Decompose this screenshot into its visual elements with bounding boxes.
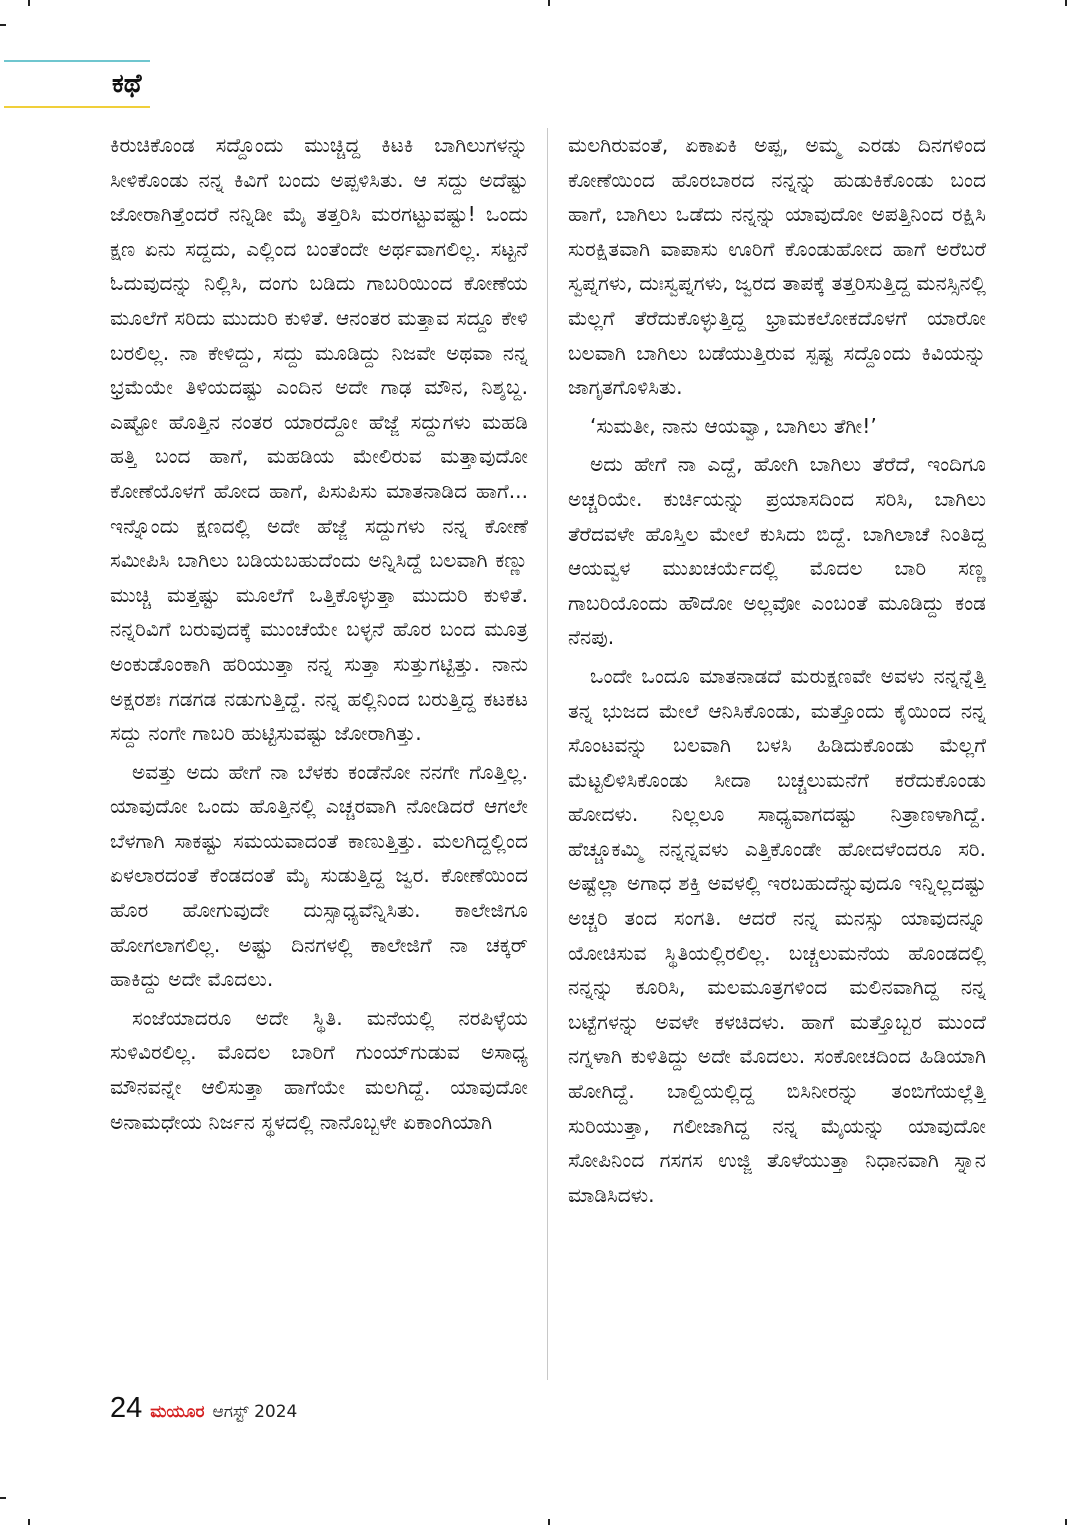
dialogue-line: ‘ಸುಮತೀ, ನಾನು ಆಯವ್ವಾ, ಬಾಗಿಲು ತೆಗೀ!’ <box>590 413 877 438</box>
article-column-left <box>110 128 528 1378</box>
paragraph: ಅದು ಹೇಗೆ ನಾ ಎದ್ದೆ, ಹೋಗಿ ಬಾಗಿಲು ತೆರೆದೆ, ಇಂದಿಗೂ ಅಚ್ಚರಿಯೇ. ಕುರ್ಚಿಯನ್ನು ಪ್ರಯಾಸದಿಂದ ಸರಿಸಿ, ಬಾಗಿಲು ತೆರೆದವಳೇ ಹೊಸ್ತಿಲ ಮೇಲೆ ಕುಸಿದು ಬಿದ್ದೆ. ಬಾಗಿಲಾಚೆ ನಿಂತಿದ್ದ ಆಯವ್ವಳ ಮುಖಚರ್ಯೆದಲ್ಲಿ ಮೊದಲ ಬಾರಿ ಸಣ್ಣ ಗಾಬರಿಯೊಂದು ಹೌದೋ ಅಲ್ಲವೋ ಎಂಬಂತೆ ಮೂಡಿದ್ದು ಕಂಡ ನೆನಪು. <box>568 452 986 650</box>
paragraph: ಕಿರುಚಿಕೊಂಡ ಸದ್ದೊಂದು ಮುಚ್ಚಿದ್ದ ಕಿಟಕಿ ಬಾಗಿಲುಗಳನ್ನು ಸೀಳಿಕೊಂಡು ನನ್ನ ಕಿವಿಗೆ ಬಂದು ಅಪ್ಪಳಿಸಿತು. ಆ ಸದ್ದು ಅದೆಷ್ಟು ಜೋರಾಗಿತ್ತೆಂದರೆ ನನ್ನಿಡೀ ಮೈ ತತ್ತರಿಸಿ ಮರಗಟ್ಟುವಷ್ಟು! ಒಂದು ಕ್ಷಣ ಏನು ಸದ್ದದು, ಎಲ್ಲಿಂದ ಬಂತೆಂದೇ ಅರ್ಥವಾಗಲಿಲ್ಲ. ಸಟ್ಟನೆ ಓದುವುದನ್ನು ನಿಲ್ಲಿಸಿ, ದಂಗು ಬಡಿದು ಗಾಬರಿಯಿಂದ ಕೋಣೆಯ ಮೂಲೆಗೆ ಸರಿದು ಮುದುರಿ ಕುಳಿತೆ. ಆನಂತರ ಮತ್ತಾವ ಸದ್ದೂ ಕೇಳಿ ಬರಲಿಲ್ಲ. ನಾ ಕೇಳಿದ್ದು, ಸದ್ದು ಮೂಡಿದ್ದು ನಿಜವೇ ಅಥವಾ ನನ್ನ ಭ್ರಮೆಯೇ ತಿಳಿಯದಷ್ಟು ಎಂದಿನ ಅದೇ ಗಾಢ ಮೌನ, ನಿಶ್ಶಬ್ದ. ಎಷ್ಟೋ ಹೊತ್ತಿನ ನಂತರ ಯಾರದ್ದೋ ಹೆಜ್ಜೆ ಸದ್ದುಗಳು ಮಹಡಿ ಹತ್ತಿ ಬಂದ ಹಾಗೆ, ಮಹಡಿಯ ಮೇಲಿರುವ ಮತ್ತಾವುದೋ ಕೋಣೆಯೊಳಗೆ ಹೋದ ಹಾಗೆ, ಪಿಸುಪಿಸು ಮಾತನಾಡಿದ ಹಾಗೆ... ಇನ್ನೊಂದು ಕ್ಷಣದಲ್ಲಿ ಅದೇ ಹೆಜ್ಜೆ ಸದ್ದುಗಳು ನನ್ನ ಕೋಣೆ ಸಮೀಪಿಸಿ ಬಾಗಿಲು ಬಡಿಯಬಹುದೆಂದು ಅನ್ನಿಸಿದ್ದೆ ಬಲವಾಗಿ ಕಣ್ಣು ಮುಚ್ಚಿ ಮತ್ತಷ್ಟು ಮೂಲೆಗೆ ಒತ್ತಿಕೊಳ್ಳುತ್ತಾ ಮುದುರಿ ಕುಳಿತೆ. ನನ್ನರಿವಿಗೆ ಬರುವುದಕ್ಕೆ ಮುಂಚೆಯೇ ಬಳ್ಳನೆ ಹೊರ ಬಂದ ಮೂತ್ರ ಅಂಕುಡೊಂಕಾಗಿ ಹರಿಯುತ್ತಾ ನನ್ನ ಸುತ್ತಾ ಸುತ್ತುಗಟ್ಟಿತ್ತು. ನಾನು ಅಕ್ಷರಶಃ ಗಡಗಡ ನಡುಗುತ್ತಿದ್ದೆ. ನನ್ನ ಹಲ್ಲಿನಿಂದ ಬರುತ್ತಿದ್ದ ಕಟಕಟ ಸದ್ದು ನಂಗೇ ಗಾಬರಿ ಹುಟ್ಟಿಸುವಷ್ಟು ಜೋರಾಗಿತ್ತು. <box>110 133 528 746</box>
column-divider <box>547 128 548 1380</box>
issue-date: ಆಗಸ್ಟ್ 2024 <box>212 1402 298 1422</box>
crop-mark <box>1065 1519 1067 1525</box>
crop-mark <box>548 1519 550 1525</box>
section-rule-top <box>4 60 150 62</box>
paragraph: ಸಂಜೆಯಾದರೂ ಅದೇ ಸ್ಥಿತಿ. ಮನೆಯಲ್ಲಿ ನರಪಿಳ್ಳೆಯ ಸುಳಿವಿರಲಿಲ್ಲ. ಮೊದಲ ಬಾರಿಗೆ ಗುಂಯ್‌ಗುಡುವ ಅಸಾಧ್ಯ ಮೌನವನ್ನೇ ಆಲಿಸುತ್ತಾ ಹಾಗೆಯೇ ಮಲಗಿದ್ದೆ. ಯಾವುದೋ ಅನಾಮಧೇಯ ನಿರ್ಜನ ಸ್ಥಳದಲ್ಲಿ ನಾನೊಬ್ಬಳೇ ಏಕಾಂಗಿಯಾಗಿ <box>110 1005 528 1134</box>
article-column-right <box>568 128 986 1378</box>
page-number: 24 <box>110 1392 143 1424</box>
crop-mark <box>28 1519 30 1525</box>
paragraph: ಅವತ್ತು ಅದು ಹೇಗೆ ನಾ ಬೆಳಕು ಕಂಡೆನೋ ನನಗೇ ಗೊತ್ತಿಲ್ಲ. ಯಾವುದೋ ಒಂದು ಹೊತ್ತಿನಲ್ಲಿ ಎಚ್ಚರವಾಗಿ ನೋಡಿದರೆ ಆಗಲೇ ಬೆಳಗಾಗಿ ಸಾಕಷ್ಟು ಸಮಯವಾದಂತೆ ಕಾಣುತ್ತಿತ್ತು. ಮಲಗಿದ್ದಲ್ಲಿಂದ ಏಳಲಾರದಂತೆ ಕೆಂಡದಂತೆ ಮೈ ಸುಡುತ್ತಿದ್ದ ಜ್ವರ. ಕೋಣೆಯಿಂದ ಹೊರ ಹೋಗುವುದೇ ದುಸ್ಸಾಧ್ಯವೆನ್ನಿಸಿತು. ಕಾಲೇಜಿಗೂ ಹೋಗಲಾಗಲಿಲ್ಲ. ಅಷ್ಟು ದಿನಗಳಲ್ಲಿ ಕಾಲೇಜಿಗೆ ನಾ ಚಕ್ಕರ್ ಹಾಕಿದ್ದು ಅದೇ ಮೊದಲು. <box>110 759 528 992</box>
section-rule-bottom <box>4 106 150 108</box>
crop-mark <box>548 0 550 6</box>
crop-mark <box>28 0 30 6</box>
crop-mark <box>0 24 6 26</box>
magazine-logo: ಮಯೂರ <box>150 1402 205 1422</box>
page-footer <box>110 1392 297 1432</box>
crop-mark <box>1065 0 1067 6</box>
crop-mark <box>0 1497 6 1499</box>
paragraph: ಮಲಗಿರುವಂತೆ, ಏಕಾಏಕಿ ಅಪ್ಪ, ಅಮ್ಮ ಎರಡು ದಿನಗಳಿಂದ ಕೋಣೆಯಿಂದ ಹೊರಬಾರದ ನನ್ನನ್ನು ಹುಡುಕಿಕೊಂಡು ಬಂದ ಹಾಗೆ, ಬಾಗಿಲು ಒಡೆದು ನನ್ನನ್ನು ಯಾವುದೋ ಅಪತ್ತಿನಿಂದ ರಕ್ಷಿಸಿ ಸುರಕ್ಷಿತವಾಗಿ ವಾಪಾಸು ಊರಿಗೆ ಕೊಂಡುಹೋದ ಹಾಗೆ ಅರೆಬರೆ ಸ್ವಪ್ನಗಳು, ದುಃಸ್ವಪ್ನಗಳು, ಜ್ವರದ ತಾಪಕ್ಕೆ ತತ್ತರಿಸುತ್ತಿದ್ದ ಮನಸ್ಸಿನಲ್ಲಿ ಮೆಲ್ಲಗೆ ತೆರೆದುಕೊಳ್ಳುತ್ತಿದ್ದ ಭ್ರಾಮಕಲೋಕದೊಳಗೆ ಯಾರೋ ಬಲವಾಗಿ ಬಾಗಿಲು ಬಡೆಯುತ್ತಿರುವ ಸ್ಪಷ್ಟ ಸದ್ದೊಂದು ಕಿವಿಯನ್ನು ಜಾಗೃತಗೊಳಿಸಿತು. <box>568 133 986 400</box>
paragraph: ಒಂದೇ ಒಂದೂ ಮಾತನಾಡದೆ ಮರುಕ್ಷಣವೇ ಅವಳು ನನ್ನನ್ನೆತ್ತಿ ತನ್ನ ಭುಜದ ಮೇಲೆ ಆನಿಸಿಕೊಂಡು, ಮತ್ತೊಂದು ಕೈಯಿಂದ ನನ್ನ ಸೊಂಟವನ್ನು ಬಲವಾಗಿ ಬಳಸಿ ಹಿಡಿದುಕೊಂಡು ಮೆಲ್ಲಗೆ ಮೆಟ್ಟಲಿಳಿಸಿಕೊಂಡು ಸೀದಾ ಬಚ್ಚಲುಮನೆಗೆ ಕರೆದುಕೊಂಡು ಹೋದಳು. ನಿಲ್ಲಲೂ ಸಾಧ್ಯವಾಗದಷ್ಟು ನಿತ್ರಾಣಳಾಗಿದ್ದೆ. ಹೆಚ್ಚೂಕಮ್ಮಿ ನನ್ನನ್ನವಳು ಎತ್ತಿಕೊಂಡೇ ಹೋದಳೆಂದರೂ ಸರಿ. ಅಷ್ಟೆಲ್ಲಾ ಅಗಾಧ ಶಕ್ತಿ ಅವಳಲ್ಲಿ ಇರಬಹುದೆನ್ನುವುದೂ ಇನ್ನಿಲ್ಲದಷ್ಟು ಅಚ್ಚರಿ ತಂದ ಸಂಗತಿ. ಆದರೆ ನನ್ನ ಮನಸ್ಸು ಯಾವುದನ್ನೂ ಯೋಚಿಸುವ ಸ್ಥಿತಿಯಲ್ಲಿರಲಿಲ್ಲ. ಬಚ್ಚಲುಮನೆಯ ಹೊಂಡದಲ್ಲಿ ನನ್ನನ್ನು ಕೂರಿಸಿ, ಮಲಮೂತ್ರಗಳಿಂದ ಮಲಿನವಾಗಿದ್ದ ನನ್ನ ಬಟ್ಟೆಗಳನ್ನು ಅವಳೇ ಕಳಚಿದಳು. ಹಾಗೆ ಮತ್ತೊಬ್ಬರ ಮುಂದೆ ನಗ್ನಳಾಗಿ ಕುಳಿತಿದ್ದು ಅದೇ ಮೊದಲು. ಸಂಕೋಚದಿಂದ ಹಿಡಿಯಾಗಿ ಹೋಗಿದ್ದೆ. ಬಾಲ್ದಿಯಲ್ಲಿದ್ದ ಬಿಸಿನೀರನ್ನು ತಂಬಿಗೆಯಲ್ಲೆತ್ತಿ ಸುರಿಯುತ್ತಾ, ಗಲೀಜಾಗಿದ್ದ ನನ್ನ ಮೈಯನ್ನು ಯಾವುದೋ ಸೋಪಿನಿಂದ ಗಸಗಸ ಉಜ್ಜಿ ತೊಳೆಯುತ್ತಾ ನಿಧಾನವಾಗಿ ಸ್ನಾನ ಮಾಡಿಸಿದಳು. <box>568 663 986 1207</box>
section-label: ಕಥೆ <box>112 69 142 99</box>
